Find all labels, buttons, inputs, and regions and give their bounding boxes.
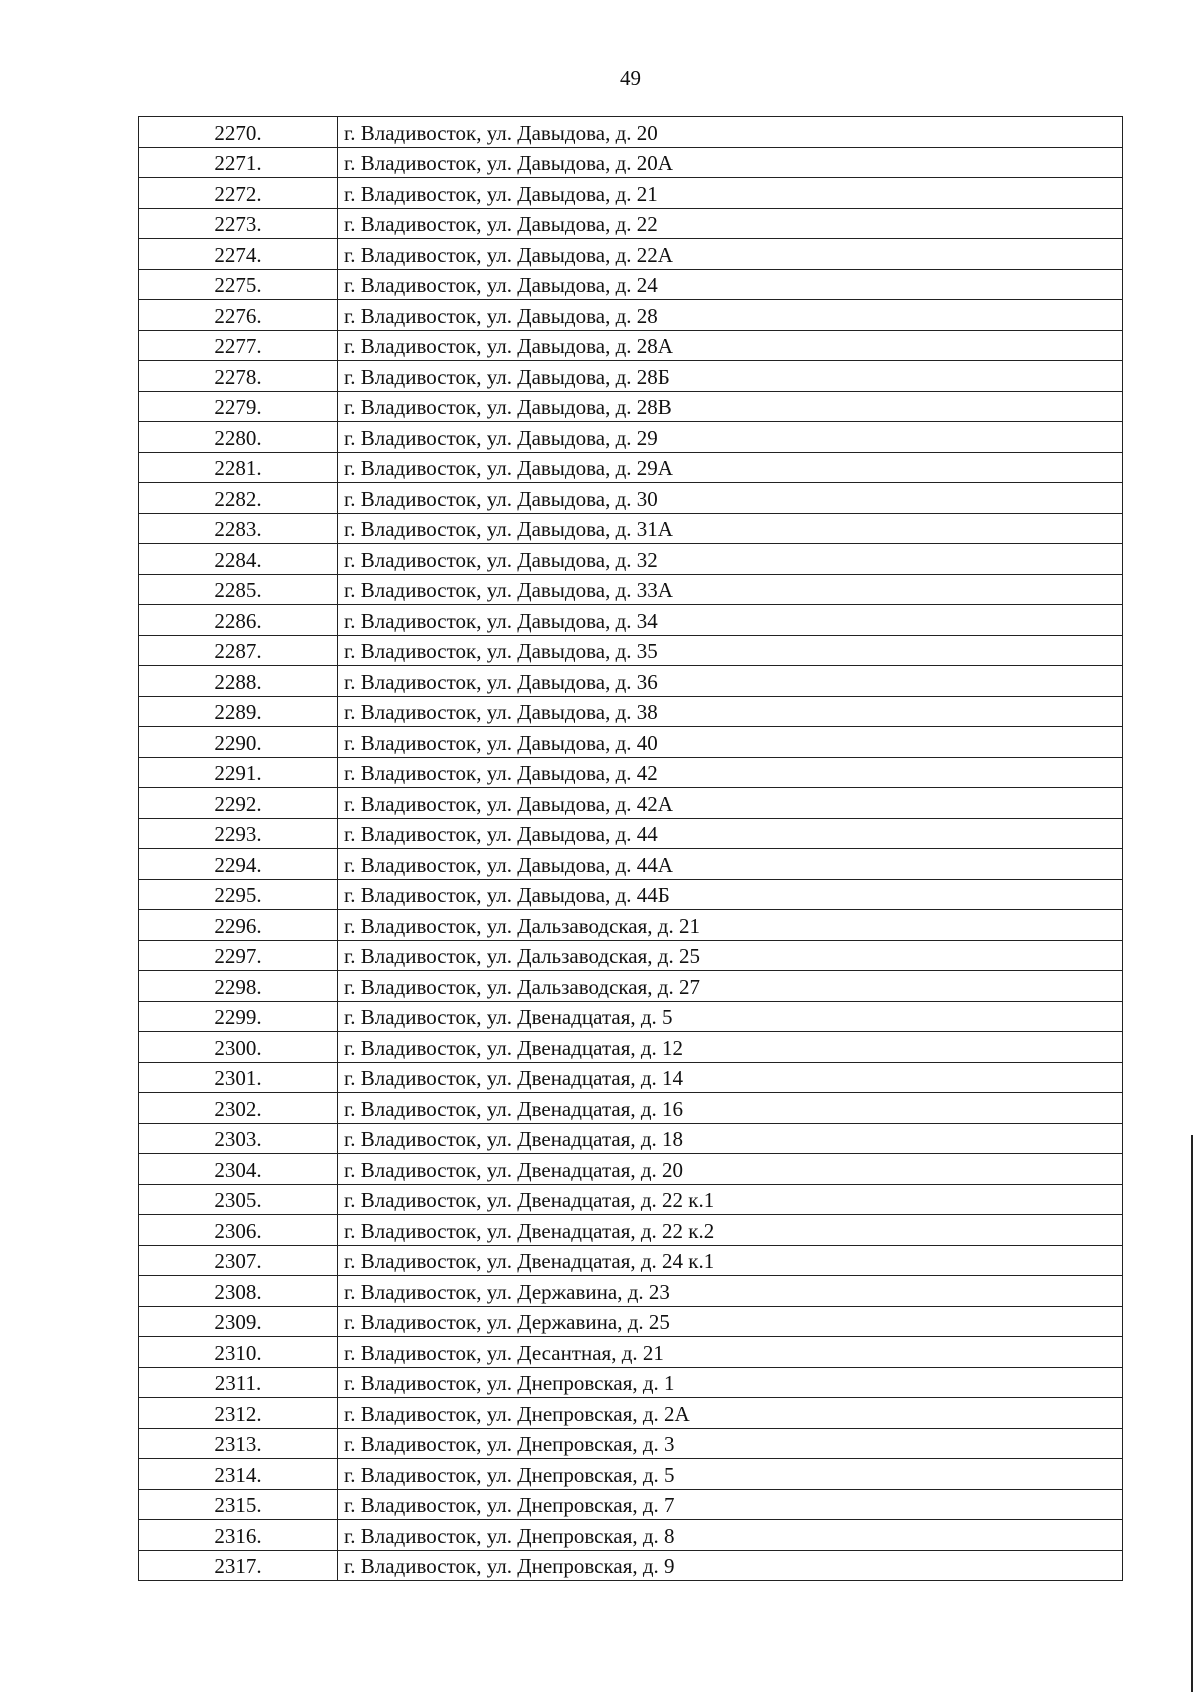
address-cell: г. Владивосток, ул. Двенадцатая, д. 24 к.1 <box>338 1245 1123 1276</box>
row-number-cell: 2304. <box>139 1154 338 1185</box>
row-number-cell: 2270. <box>139 117 338 148</box>
address-cell: г. Владивосток, ул. Давыдова, д. 33А <box>338 574 1123 605</box>
table-row <box>139 635 1123 666</box>
scan-edge-line <box>1191 1135 1193 1692</box>
table-row <box>139 1001 1123 1032</box>
row-number-cell: 2306. <box>139 1215 338 1246</box>
table-row <box>139 818 1123 849</box>
table-row <box>139 330 1123 361</box>
row-number-cell: 2312. <box>139 1398 338 1429</box>
row-number-cell: 2300. <box>139 1032 338 1063</box>
row-number-cell: 2317. <box>139 1550 338 1581</box>
table-row <box>139 239 1123 270</box>
row-number-cell: 2285. <box>139 574 338 605</box>
table-row <box>139 1428 1123 1459</box>
row-number-cell: 2272. <box>139 178 338 209</box>
row-number-cell: 2298. <box>139 971 338 1002</box>
row-number-cell: 2292. <box>139 788 338 819</box>
row-number-cell: 2271. <box>139 147 338 178</box>
row-number-cell: 2316. <box>139 1520 338 1551</box>
table-row <box>139 1184 1123 1215</box>
row-number-cell: 2303. <box>139 1123 338 1154</box>
row-number-cell: 2307. <box>139 1245 338 1276</box>
address-cell: г. Владивосток, ул. Дальзаводская, д. 25 <box>338 940 1123 971</box>
address-table-body <box>139 117 1123 1581</box>
row-number-cell: 2305. <box>139 1184 338 1215</box>
table-row <box>139 513 1123 544</box>
table-row <box>139 452 1123 483</box>
address-cell: г. Владивосток, ул. Давыдова, д. 44 <box>338 818 1123 849</box>
address-cell: г. Владивосток, ул. Двенадцатая, д. 20 <box>338 1154 1123 1185</box>
address-cell: г. Владивосток, ул. Давыдова, д. 44Б <box>338 879 1123 910</box>
address-cell: г. Владивосток, ул. Двенадцатая, д. 16 <box>338 1093 1123 1124</box>
address-cell: г. Владивосток, ул. Днепровская, д. 2А <box>338 1398 1123 1429</box>
address-cell: г. Владивосток, ул. Давыдова, д. 28Б <box>338 361 1123 392</box>
table-row <box>139 269 1123 300</box>
row-number-cell: 2277. <box>139 330 338 361</box>
row-number-cell: 2287. <box>139 635 338 666</box>
table-row <box>139 147 1123 178</box>
row-number-cell: 2284. <box>139 544 338 575</box>
table-row <box>139 208 1123 239</box>
row-number-cell: 2297. <box>139 940 338 971</box>
table-row <box>139 1337 1123 1368</box>
table-row <box>139 1062 1123 1093</box>
table-row <box>139 1093 1123 1124</box>
table-row <box>139 727 1123 758</box>
table-row <box>139 1245 1123 1276</box>
address-cell: г. Владивосток, ул. Дальзаводская, д. 21 <box>338 910 1123 941</box>
row-number-cell: 2278. <box>139 361 338 392</box>
table-row <box>139 757 1123 788</box>
table-row <box>139 1032 1123 1063</box>
table-row <box>139 788 1123 819</box>
table-row <box>139 971 1123 1002</box>
address-cell: г. Владивосток, ул. Давыдова, д. 21 <box>338 178 1123 209</box>
table-row <box>139 849 1123 880</box>
row-number-cell: 2310. <box>139 1337 338 1368</box>
row-number-cell: 2308. <box>139 1276 338 1307</box>
table-row <box>139 1276 1123 1307</box>
table-row <box>139 1215 1123 1246</box>
address-cell: г. Владивосток, ул. Давыдова, д. 30 <box>338 483 1123 514</box>
address-cell: г. Владивосток, ул. Двенадцатая, д. 12 <box>338 1032 1123 1063</box>
table-row <box>139 300 1123 331</box>
row-number-cell: 2293. <box>139 818 338 849</box>
row-number-cell: 2294. <box>139 849 338 880</box>
address-cell: г. Владивосток, ул. Давыдова, д. 22 <box>338 208 1123 239</box>
address-cell: г. Владивосток, ул. Днепровская, д. 7 <box>338 1489 1123 1520</box>
address-cell: г. Владивосток, ул. Двенадцатая, д. 14 <box>338 1062 1123 1093</box>
address-cell: г. Владивосток, ул. Двенадцатая, д. 5 <box>338 1001 1123 1032</box>
row-number-cell: 2299. <box>139 1001 338 1032</box>
table-row <box>139 361 1123 392</box>
address-cell: г. Владивосток, ул. Днепровская, д. 5 <box>338 1459 1123 1490</box>
address-cell: г. Владивосток, ул. Давыдова, д. 28В <box>338 391 1123 422</box>
table-row <box>139 1489 1123 1520</box>
table-row <box>139 117 1123 148</box>
address-cell: г. Владивосток, ул. Давыдова, д. 42 <box>338 757 1123 788</box>
table-row <box>139 940 1123 971</box>
table-row <box>139 1398 1123 1429</box>
row-number-cell: 2314. <box>139 1459 338 1490</box>
address-cell: г. Владивосток, ул. Давыдова, д. 38 <box>338 696 1123 727</box>
address-cell: г. Владивосток, ул. Двенадцатая, д. 18 <box>338 1123 1123 1154</box>
row-number-cell: 2288. <box>139 666 338 697</box>
address-cell: г. Владивосток, ул. Дальзаводская, д. 27 <box>338 971 1123 1002</box>
row-number-cell: 2283. <box>139 513 338 544</box>
page-number: 49 <box>620 66 641 90</box>
address-cell: г. Владивосток, ул. Давыдова, д. 24 <box>338 269 1123 300</box>
table-row <box>139 696 1123 727</box>
address-cell: г. Владивосток, ул. Десантная, д. 21 <box>338 1337 1123 1368</box>
row-number-cell: 2273. <box>139 208 338 239</box>
address-cell: г. Владивосток, ул. Двенадцатая, д. 22 к.2 <box>338 1215 1123 1246</box>
table-row <box>139 879 1123 910</box>
address-cell: г. Владивосток, ул. Днепровская, д. 1 <box>338 1367 1123 1398</box>
row-number-cell: 2286. <box>139 605 338 636</box>
address-cell: г. Владивосток, ул. Днепровская, д. 9 <box>338 1550 1123 1581</box>
address-cell: г. Владивосток, ул. Давыдова, д. 20А <box>338 147 1123 178</box>
row-number-cell: 2276. <box>139 300 338 331</box>
row-number-cell: 2311. <box>139 1367 338 1398</box>
address-cell: г. Владивосток, ул. Давыдова, д. 29А <box>338 452 1123 483</box>
table-row <box>139 1367 1123 1398</box>
address-cell: г. Владивосток, ул. Державина, д. 23 <box>338 1276 1123 1307</box>
table-row <box>139 1123 1123 1154</box>
table-row <box>139 544 1123 575</box>
address-cell: г. Владивосток, ул. Давыдова, д. 34 <box>338 605 1123 636</box>
address-cell: г. Владивосток, ул. Днепровская, д. 3 <box>338 1428 1123 1459</box>
table-row <box>139 422 1123 453</box>
table-row <box>139 483 1123 514</box>
address-cell: г. Владивосток, ул. Давыдова, д. 42А <box>338 788 1123 819</box>
row-number-cell: 2280. <box>139 422 338 453</box>
row-number-cell: 2274. <box>139 239 338 270</box>
address-cell: г. Владивосток, ул. Давыдова, д. 28А <box>338 330 1123 361</box>
address-cell: г. Владивосток, ул. Днепровская, д. 8 <box>338 1520 1123 1551</box>
address-cell: г. Владивосток, ул. Державина, д. 25 <box>338 1306 1123 1337</box>
address-cell: г. Владивосток, ул. Давыдова, д. 35 <box>338 635 1123 666</box>
table-row <box>139 1459 1123 1490</box>
row-number-cell: 2301. <box>139 1062 338 1093</box>
table-row <box>139 1306 1123 1337</box>
row-number-cell: 2296. <box>139 910 338 941</box>
address-cell: г. Владивосток, ул. Давыдова, д. 32 <box>338 544 1123 575</box>
row-number-cell: 2281. <box>139 452 338 483</box>
row-number-cell: 2309. <box>139 1306 338 1337</box>
row-number-cell: 2289. <box>139 696 338 727</box>
table-row <box>139 910 1123 941</box>
address-cell: г. Владивосток, ул. Давыдова, д. 29 <box>338 422 1123 453</box>
address-cell: г. Владивосток, ул. Давыдова, д. 22А <box>338 239 1123 270</box>
table-row <box>139 391 1123 422</box>
row-number-cell: 2313. <box>139 1428 338 1459</box>
address-cell: г. Владивосток, ул. Давыдова, д. 36 <box>338 666 1123 697</box>
row-number-cell: 2279. <box>139 391 338 422</box>
row-number-cell: 2302. <box>139 1093 338 1124</box>
address-cell: г. Владивосток, ул. Давыдова, д. 28 <box>338 300 1123 331</box>
table-row <box>139 178 1123 209</box>
table-row <box>139 1154 1123 1185</box>
row-number-cell: 2290. <box>139 727 338 758</box>
row-number-cell: 2282. <box>139 483 338 514</box>
table-row <box>139 1550 1123 1581</box>
address-cell: г. Владивосток, ул. Двенадцатая, д. 22 к.1 <box>338 1184 1123 1215</box>
table-row <box>139 666 1123 697</box>
table-row <box>139 605 1123 636</box>
address-cell: г. Владивосток, ул. Давыдова, д. 44А <box>338 849 1123 880</box>
table-row <box>139 1520 1123 1551</box>
row-number-cell: 2315. <box>139 1489 338 1520</box>
address-cell: г. Владивосток, ул. Давыдова, д. 20 <box>338 117 1123 148</box>
address-table <box>138 116 1123 1581</box>
row-number-cell: 2275. <box>139 269 338 300</box>
address-cell: г. Владивосток, ул. Давыдова, д. 31А <box>338 513 1123 544</box>
row-number-cell: 2291. <box>139 757 338 788</box>
address-cell: г. Владивосток, ул. Давыдова, д. 40 <box>338 727 1123 758</box>
table-row <box>139 574 1123 605</box>
row-number-cell: 2295. <box>139 879 338 910</box>
